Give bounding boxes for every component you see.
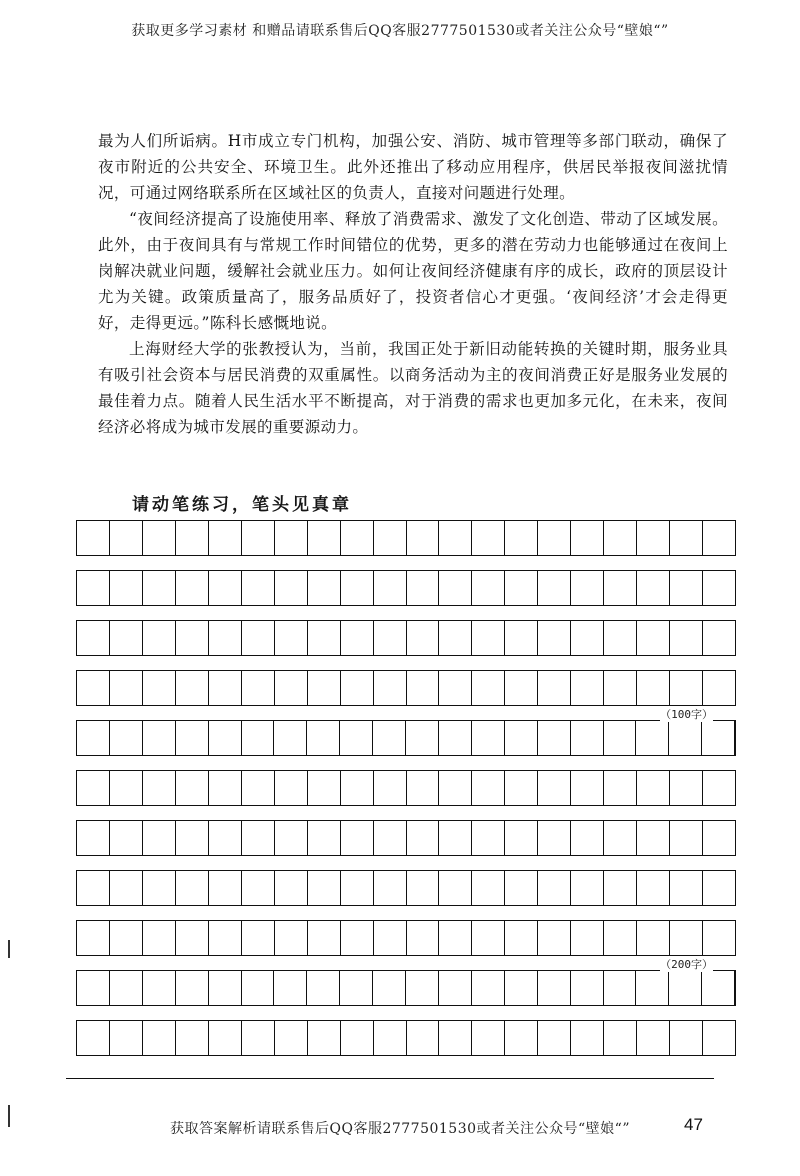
grid-cell[interactable] [472, 971, 505, 1005]
grid-row [76, 920, 736, 956]
grid-cell[interactable] [703, 821, 735, 855]
grid-cell[interactable] [472, 521, 505, 555]
grid-cell[interactable] [341, 1021, 374, 1055]
grid-cell[interactable] [604, 621, 637, 655]
grid-cell[interactable] [242, 521, 275, 555]
grid-cell[interactable] [538, 721, 571, 755]
grid-cell[interactable] [407, 521, 440, 555]
scan-mark [8, 1105, 10, 1127]
grid-cell[interactable] [505, 821, 538, 855]
grid-cell[interactable] [374, 571, 407, 605]
grid-cell[interactable] [242, 871, 275, 905]
grid-cell[interactable] [143, 821, 176, 855]
grid-cell[interactable] [209, 821, 242, 855]
grid-cell[interactable] [308, 671, 341, 705]
grid-cell[interactable] [538, 521, 571, 555]
grid-cell[interactable] [604, 521, 637, 555]
grid-cell[interactable] [308, 771, 341, 805]
grid-cell[interactable] [341, 671, 374, 705]
grid-cell[interactable] [275, 771, 308, 805]
grid-cell[interactable] [308, 871, 341, 905]
grid-cell[interactable] [604, 721, 637, 755]
grid-cell[interactable] [670, 671, 703, 705]
grid-cell[interactable] [143, 621, 176, 655]
grid-cell[interactable] [110, 921, 143, 955]
grid-cell[interactable] [209, 671, 242, 705]
grid-cell[interactable] [505, 721, 538, 755]
grid-cell[interactable] [110, 621, 143, 655]
grid-cell[interactable] [538, 671, 571, 705]
grid-cell[interactable] [604, 971, 637, 1005]
grid-cell[interactable] [209, 921, 242, 955]
page-number: 47 [684, 1115, 703, 1134]
grid-cell[interactable] [176, 571, 209, 605]
grid-cell[interactable] [308, 621, 341, 655]
grid-cell[interactable] [472, 771, 505, 805]
grid-cell[interactable] [110, 971, 143, 1005]
grid-cell[interactable] [505, 771, 538, 805]
grid-cell[interactable] [637, 921, 670, 955]
grid-cell[interactable] [703, 671, 735, 705]
grid-cell[interactable] [242, 571, 275, 605]
grid-cell[interactable] [571, 921, 604, 955]
grid-cell[interactable] [341, 871, 374, 905]
grid-cell[interactable] [670, 571, 703, 605]
page-footer: 获取答案解析请联系售后QQ客服2777501530或者关注公众号“壁娘“” [170, 1121, 630, 1137]
grid-cell[interactable] [472, 1021, 505, 1055]
grid-cell[interactable] [308, 921, 341, 955]
grid-cell[interactable] [209, 621, 242, 655]
grid-cell[interactable] [637, 571, 670, 605]
grid-cell[interactable] [275, 621, 308, 655]
grid-cell[interactable] [472, 621, 505, 655]
grid-cell[interactable] [703, 1021, 735, 1055]
grid-cell[interactable] [373, 971, 406, 1005]
grid-cell[interactable] [670, 521, 703, 555]
grid-cell[interactable] [275, 571, 308, 605]
grid-cell[interactable] [143, 921, 176, 955]
grid-cell[interactable] [242, 971, 275, 1005]
grid-cell[interactable] [407, 871, 440, 905]
grid-cell[interactable] [341, 921, 374, 955]
grid-cell[interactable] [407, 571, 440, 605]
grid-cell[interactable] [571, 971, 604, 1005]
grid-cell[interactable] [143, 971, 176, 1005]
grid-cell[interactable] [275, 921, 308, 955]
grid-cell[interactable] [505, 1021, 538, 1055]
grid-cell[interactable] [242, 821, 275, 855]
grid-cell[interactable] [143, 521, 176, 555]
grid-cell[interactable] [176, 821, 209, 855]
grid-cell[interactable] [341, 571, 374, 605]
grid-cell[interactable] [604, 1021, 637, 1055]
grid-cell[interactable] [472, 821, 505, 855]
grid-cell[interactable] [439, 521, 472, 555]
grid-cell[interactable] [275, 521, 308, 555]
grid-cell[interactable] [571, 721, 604, 755]
bottom-rule [66, 1078, 714, 1079]
grid-row [76, 958, 736, 1006]
grid-cell[interactable] [472, 871, 505, 905]
grid-cell[interactable] [110, 571, 143, 605]
grid-cell[interactable] [209, 721, 242, 755]
grid-cell[interactable] [77, 671, 110, 705]
grid-cell[interactable] [637, 771, 670, 805]
grid-cell[interactable] [374, 621, 407, 655]
grid-cell[interactable] [703, 871, 735, 905]
grid-cell[interactable] [176, 871, 209, 905]
grid-cell[interactable] [670, 871, 703, 905]
grid-cell[interactable] [242, 671, 275, 705]
grid-cell[interactable] [538, 921, 571, 955]
grid-cell[interactable] [110, 721, 143, 755]
grid-cell[interactable] [176, 921, 209, 955]
grid-cell[interactable] [110, 871, 143, 905]
grid-cell[interactable] [242, 721, 275, 755]
grid-cell[interactable] [143, 1021, 176, 1055]
grid-cell[interactable] [176, 971, 209, 1005]
grid-cell[interactable] [77, 721, 110, 755]
grid-cell[interactable] [176, 721, 209, 755]
grid-cell[interactable] [439, 571, 472, 605]
grid-cell[interactable] [374, 921, 407, 955]
grid-cell[interactable] [209, 771, 242, 805]
grid-row [76, 1020, 736, 1056]
grid-cell[interactable] [636, 971, 669, 1005]
grid-row [76, 620, 736, 656]
grid-cell[interactable] [242, 771, 275, 805]
grid-cell[interactable] [374, 671, 407, 705]
grid-cell[interactable] [274, 721, 307, 755]
grid-cell[interactable] [176, 771, 209, 805]
grid-cell[interactable] [538, 1021, 571, 1055]
grid-cell[interactable] [703, 571, 735, 605]
grid-cell[interactable] [637, 1021, 670, 1055]
grid-cell[interactable] [176, 621, 209, 655]
grid-cell[interactable] [439, 771, 472, 805]
grid-cell[interactable] [538, 621, 571, 655]
grid-cell[interactable] [538, 971, 571, 1005]
grid-cell[interactable] [209, 1021, 242, 1055]
grid-cell[interactable] [275, 821, 308, 855]
grid-cell[interactable] [670, 1021, 703, 1055]
grid-cell[interactable] [670, 921, 703, 955]
grid-cell[interactable] [604, 871, 637, 905]
grid-cell[interactable] [77, 521, 110, 555]
grid-cell[interactable] [472, 921, 505, 955]
grid-cell[interactable] [77, 771, 110, 805]
grid-cell[interactable] [275, 1021, 308, 1055]
grid-cell[interactable] [110, 521, 143, 555]
grid-cell[interactable] [340, 721, 373, 755]
grid-cell[interactable] [374, 871, 407, 905]
grid-cell[interactable] [505, 921, 538, 955]
grid-cell[interactable] [703, 921, 735, 955]
grid-cell[interactable] [407, 921, 440, 955]
grid-cell[interactable] [374, 821, 407, 855]
grid-cell[interactable] [110, 1021, 143, 1055]
grid-cell[interactable] [472, 721, 505, 755]
grid-cell[interactable] [703, 771, 735, 805]
grid-cell[interactable] [110, 671, 143, 705]
grid-cell[interactable] [341, 621, 374, 655]
grid-cell[interactable] [604, 921, 637, 955]
grid-row [76, 520, 736, 556]
grid-cell[interactable] [538, 771, 571, 805]
grid-cell[interactable] [340, 971, 373, 1005]
grid-cell[interactable] [505, 671, 538, 705]
grid-cell[interactable] [143, 571, 176, 605]
grid-cell[interactable] [571, 771, 604, 805]
grid-cell[interactable] [77, 921, 110, 955]
word-count-100: （100字） [660, 708, 713, 721]
grid-cell[interactable] [439, 821, 472, 855]
grid-cell[interactable] [439, 721, 472, 755]
grid-cell[interactable] [176, 671, 209, 705]
grid-cell[interactable] [637, 521, 670, 555]
grid-cell[interactable] [505, 621, 538, 655]
grid-cell[interactable] [209, 571, 242, 605]
grid-cell[interactable] [702, 971, 735, 1005]
grid-cell[interactable] [176, 1021, 209, 1055]
grid-cell[interactable] [407, 821, 440, 855]
grid-cell[interactable] [209, 521, 242, 555]
grid-cell[interactable] [77, 571, 110, 605]
page-header: 获取更多学习素材 和赠品请联系售后QQ客服2777501530或者关注公众号“壁娘“” [131, 23, 669, 39]
grid-cell[interactable] [143, 871, 176, 905]
paragraph-2: “夜间经济提高了设施使用率、释放了消费需求、激发了文化创造、带动了区域发展。此外，由于夜间具有与常规工作时间错位的优势，更多的潜在劳动力也能够通过在夜间上岗解决就业问题，缓解社会就业压力。如何让夜间经济健康有序的成长，政府的顶层设计尤为关键。政策质量高了，服务品质好了，投资者信心才更强。‘夜间经济’才会走得更好，走得更远。”陈科长感慨地说。 [98, 210, 728, 332]
grid-cell[interactable] [308, 1021, 341, 1055]
grid-cell[interactable] [143, 771, 176, 805]
grid-cell[interactable] [374, 1021, 407, 1055]
grid-row [76, 570, 736, 606]
grid-cell[interactable] [275, 871, 308, 905]
grid-cell[interactable] [406, 971, 439, 1005]
grid-cell[interactable] [670, 621, 703, 655]
grid-cell[interactable] [143, 671, 176, 705]
grid-cell[interactable] [439, 671, 472, 705]
grid-cell[interactable] [439, 621, 472, 655]
grid-cell[interactable] [670, 771, 703, 805]
grid-row [76, 820, 736, 856]
article-body [98, 128, 728, 440]
grid-cell[interactable] [571, 521, 604, 555]
grid-cell[interactable] [143, 721, 176, 755]
grid-cell[interactable] [407, 1021, 440, 1055]
grid-cell[interactable] [505, 871, 538, 905]
practice-title: 请动笔练习，笔头见真章 [132, 495, 352, 515]
grid-cell[interactable] [110, 771, 143, 805]
grid-cell[interactable] [571, 821, 604, 855]
grid-cell[interactable] [571, 1021, 604, 1055]
grid-cell[interactable] [571, 871, 604, 905]
grid-cell[interactable] [77, 821, 110, 855]
grid-cell[interactable] [341, 771, 374, 805]
grid-cell[interactable] [77, 871, 110, 905]
scan-mark [8, 940, 10, 958]
grid-cell[interactable] [407, 671, 440, 705]
writing-grid [76, 520, 736, 1070]
grid-cell[interactable] [637, 871, 670, 905]
grid-row [76, 870, 736, 906]
grid-cell[interactable] [538, 571, 571, 605]
grid-cell[interactable] [373, 721, 406, 755]
grid-cell[interactable] [308, 571, 341, 605]
grid-cell[interactable] [341, 821, 374, 855]
grid-cell[interactable] [242, 921, 275, 955]
grid-cell[interactable] [703, 521, 735, 555]
grid-cell[interactable] [407, 771, 440, 805]
grid-cell[interactable] [637, 671, 670, 705]
grid-cell[interactable] [407, 621, 440, 655]
grid-cell[interactable] [505, 971, 538, 1005]
grid-cell[interactable] [538, 871, 571, 905]
grid-cell[interactable] [505, 521, 538, 555]
grid-cell[interactable] [637, 621, 670, 655]
grid-cell[interactable] [77, 971, 110, 1005]
grid-cell[interactable] [439, 921, 472, 955]
grid-cell[interactable] [209, 971, 242, 1005]
grid-cell[interactable] [308, 821, 341, 855]
grid-cell[interactable] [341, 521, 374, 555]
grid-cell[interactable] [538, 821, 571, 855]
grid-cell[interactable] [439, 971, 472, 1005]
paragraph-3: 上海财经大学的张教授认为，当前，我国正处于新旧动能转换的关键时期，服务业具有吸引社会资本与居民消费的双重属性。以商务活动为主的夜间消费正好是服务业发展的最佳着力点。随着人民生活水平不断提高，对于消费的需求也更加多元化，在未来，夜间经济必将成为城市发展的重要源动力。 [98, 340, 728, 436]
grid-cell[interactable] [209, 871, 242, 905]
grid-cell[interactable] [110, 821, 143, 855]
grid-cell[interactable] [669, 971, 702, 1005]
grid-cell[interactable] [308, 521, 341, 555]
grid-cell[interactable] [77, 621, 110, 655]
grid-cell[interactable] [242, 1021, 275, 1055]
grid-cell[interactable] [571, 571, 604, 605]
grid-cell[interactable] [472, 571, 505, 605]
grid-cell[interactable] [242, 621, 275, 655]
grid-cell[interactable] [274, 971, 307, 1005]
grid-cell[interactable] [307, 721, 340, 755]
grid-cell[interactable] [439, 1021, 472, 1055]
grid-cell[interactable] [637, 821, 670, 855]
grid-cell[interactable] [307, 971, 340, 1005]
grid-cell[interactable] [702, 721, 735, 755]
grid-cell[interactable] [604, 671, 637, 705]
grid-cell[interactable] [604, 771, 637, 805]
paragraph-1: 最为人们所诟病。H市成立专门机构，加强公安、消防、城市管理等多部门联动，确保了夜市附近的公共安全、环境卫生。此外还推出了移动应用程序，供居民举报夜间滋扰情况，可通过网络联系所在区域社区的负责人，直接对问题进行处理。 [98, 132, 728, 202]
grid-cell[interactable] [604, 571, 637, 605]
grid-cell[interactable] [571, 621, 604, 655]
grid-cell[interactable] [77, 1021, 110, 1055]
grid-cell[interactable] [406, 721, 439, 755]
grid-cell[interactable] [374, 521, 407, 555]
grid-cell[interactable] [275, 671, 308, 705]
grid-cell[interactable] [505, 571, 538, 605]
grid-row [76, 670, 736, 706]
word-count-200: （200字） [660, 958, 713, 971]
grid-cell[interactable] [439, 871, 472, 905]
grid-cell[interactable] [703, 621, 735, 655]
grid-row [76, 708, 736, 756]
grid-cell[interactable] [571, 671, 604, 705]
grid-cell[interactable] [176, 521, 209, 555]
grid-cell[interactable] [669, 721, 702, 755]
grid-cell[interactable] [472, 671, 505, 705]
grid-cell[interactable] [604, 821, 637, 855]
grid-row [76, 770, 736, 806]
grid-cell[interactable] [636, 721, 669, 755]
grid-cell[interactable] [670, 821, 703, 855]
grid-cell[interactable] [374, 771, 407, 805]
